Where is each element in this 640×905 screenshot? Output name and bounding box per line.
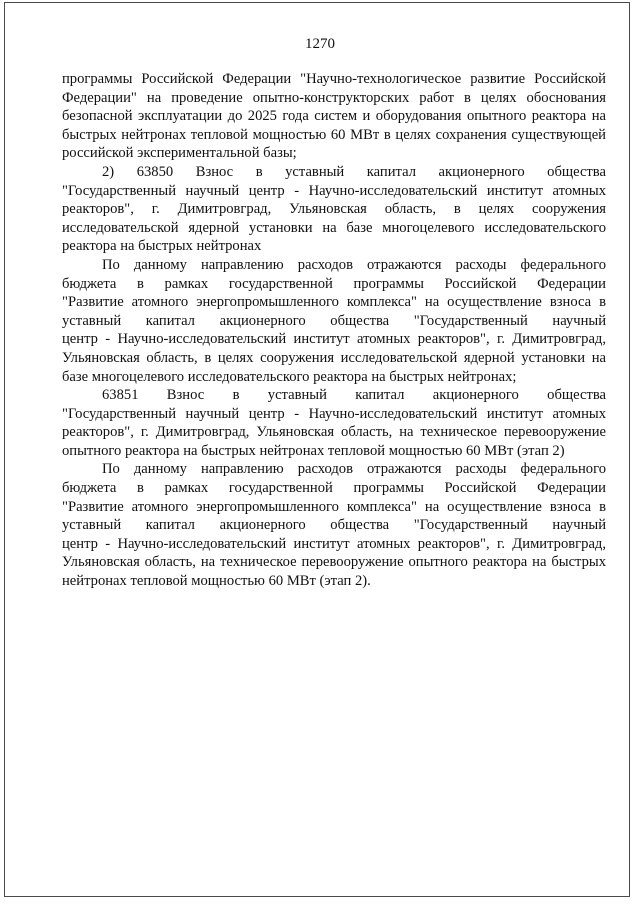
text-line: Ульяновская область, на техническое перевооружение опытного реактора на быстрых	[62, 554, 606, 571]
text-line: реактора на быстрых нейтронах	[62, 238, 262, 255]
text-line: "Развитие атомного энергопромышленного комплекса" на осуществление взноса в	[62, 498, 606, 515]
text-line: безопасной эксплуатации до 2025 года систем и оборудования опытного реактора на	[62, 108, 606, 125]
text-line: нейтронах тепловой мощностью 60 МВт (этап 2).	[62, 573, 371, 590]
text-line: опытного реактора на быстрых нейтронах тепловой мощностью 60 МВт (этап 2)	[62, 442, 565, 459]
text-line: уставный капитал акционерного общества "Государственный научный	[62, 312, 606, 329]
text-line: базе многоцелевого исследовательского реактора на быстрых нейтронах;	[62, 368, 517, 385]
text-line: "Государственный научный центр - Научно-исследовательский институт атомных	[62, 405, 606, 422]
text-line: 63851 Взнос в уставный капитал акционерного общества	[102, 387, 606, 404]
text-line: Федерации" на проведение опытно-конструкторских работ в целях обоснования	[62, 89, 606, 106]
page-number: 1270	[305, 36, 335, 52]
text-line: По данному направлению расходов отражаются расходы федерального	[102, 461, 606, 478]
text-line: российской экспериментальной базы;	[62, 145, 297, 162]
text-line: бюджета в рамках государственной программы Российской Федерации	[62, 480, 606, 497]
text-line: По данному направлению расходов отражаются расходы федерального	[102, 256, 606, 273]
text-line: программы Российской Федерации "Научно-технологическое развитие Российской	[62, 71, 606, 87]
text-line: центр - Научно-исследовательский институт атомных реакторов", г. Димитровград,	[62, 331, 606, 348]
document-body	[62, 70, 606, 591]
text-line: исследовательской ядерной установки на базе многоцелевого исследовательского	[62, 219, 606, 236]
text-line: быстрых нейтронах тепловой мощностью 60 МВт в целях сохранения существующей	[62, 126, 606, 143]
text-line: 2) 63850 Взнос в уставный капитал акционерного общества	[102, 163, 606, 180]
text-line: уставный капитал акционерного общества "Государственный научный	[62, 517, 606, 534]
text-line: центр - Научно-исследовательский институт атомных реакторов", г. Димитровград,	[62, 535, 606, 552]
text-line: реакторов", г. Димитровград, Ульяновская область, в целях сооружения	[62, 201, 606, 218]
text-line: реакторов", г. Димитровград, Ульяновская область, на техническое перевооружение	[62, 424, 606, 441]
text-line: "Государственный научный центр - Научно-исследовательский институт атомных	[62, 182, 606, 199]
text-line: бюджета в рамках государственной программы Российской Федерации	[62, 275, 606, 292]
text-line: Ульяновская область, в целях сооружения исследовательской ядерной установки на	[62, 349, 606, 366]
text-line: "Развитие атомного энергопромышленного комплекса" на осуществление взноса в	[62, 294, 606, 311]
